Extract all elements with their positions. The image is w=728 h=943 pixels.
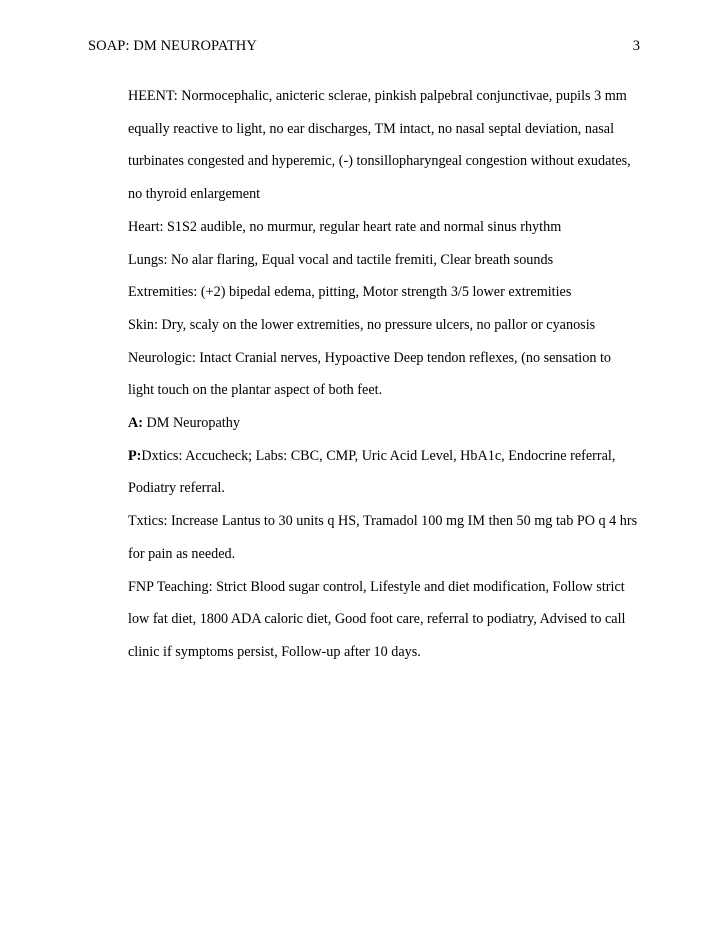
plan-line-1: P:Dxtics: Accucheck; Labs: CBC, CMP, Uric Acid Level, HbA1c, Endocrine referral, bbox=[128, 447, 616, 464]
assessment-label: A: bbox=[128, 415, 143, 432]
fnp-teaching-line-2: low fat diet, 1800 ADA caloric diet, Good foot care, referral to podiatry, Advised to call bbox=[128, 611, 626, 628]
heart-line: Heart: S1S2 audible, no murmur, regular heart rate and normal sinus rhythm bbox=[128, 218, 562, 235]
plan-label: P: bbox=[128, 447, 142, 464]
neurologic-line-2: light touch on the plantar aspect of both feet. bbox=[128, 382, 383, 399]
heent-line-2: equally reactive to light, no ear discharges, TM intact, no nasal septal deviation, nasal bbox=[128, 120, 615, 137]
plan-line-2: Podiatry referral. bbox=[128, 480, 225, 497]
heent-line-1: HEENT: Normocephalic, anicteric sclerae, pinkish palpebral conjunctivae, pupils 3 mm bbox=[128, 88, 627, 104]
neurologic-line-1: Neurologic: Intact Cranial nerves, Hypoactive Deep tendon reflexes, (no sensation to bbox=[128, 349, 611, 366]
extremities-line: Extremities: (+2) bipedal edema, pitting, Motor strength 3/5 lower extremities bbox=[128, 284, 572, 301]
fnp-teaching-line-1: FNP Teaching: Strict Blood sugar control, Lifestyle and diet modification, Follow strict bbox=[128, 578, 625, 595]
body-text bbox=[128, 80, 658, 669]
fnp-teaching-line-3: clinic if symptoms persist, Follow-up after 10 days. bbox=[128, 643, 421, 660]
heent-line-4: no thyroid enlargement bbox=[128, 186, 261, 203]
running-head: SOAP: DM NEUROPATHY bbox=[88, 38, 257, 54]
txtics-line-1: Txtics: Increase Lantus to 30 units q HS, Tramadol 100 mg IM then 50 mg tab PO q 4 hrs bbox=[128, 513, 638, 530]
page-number: 3 bbox=[632, 38, 640, 54]
txtics-line-2: for pain as needed. bbox=[128, 545, 236, 562]
lungs-line: Lungs: No alar flaring, Equal vocal and tactile fremiti, Clear breath sounds bbox=[128, 251, 554, 268]
heent-line-3: turbinates congested and hyperemic, (-) tonsillopharyngeal congestion without exudates, bbox=[128, 153, 631, 170]
skin-line: Skin: Dry, scaly on the lower extremities, no pressure ulcers, no pallor or cyanosis bbox=[128, 316, 596, 333]
assessment-line: A: DM Neuropathy bbox=[128, 415, 240, 432]
